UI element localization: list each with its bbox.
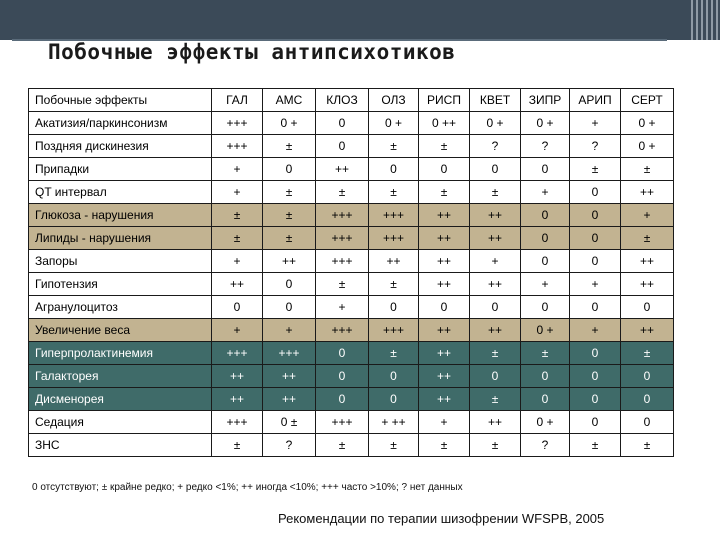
value-cell: ±	[263, 135, 316, 158]
value-cell: 0	[521, 204, 570, 227]
row-label: ЗНС	[29, 434, 212, 457]
value-cell: 0	[521, 250, 570, 273]
value-cell: ++	[470, 411, 521, 434]
value-cell: 0	[570, 411, 621, 434]
value-cell: +++	[316, 411, 369, 434]
value-cell: 0	[470, 158, 521, 181]
value-cell: 0	[212, 296, 263, 319]
value-cell: 0	[570, 204, 621, 227]
value-cell: 0	[621, 365, 674, 388]
header-cell-drug: КЛОЗ	[316, 89, 369, 112]
value-cell: ±	[570, 434, 621, 457]
table-row	[29, 342, 674, 365]
table-row	[29, 204, 674, 227]
table-row	[29, 388, 674, 411]
value-cell: ++	[316, 158, 369, 181]
row-label: QT интервал	[29, 181, 212, 204]
header-cell-drug: ЗИПР	[521, 89, 570, 112]
value-cell: ++	[419, 365, 470, 388]
value-cell: 0	[369, 388, 419, 411]
side-effects-table	[28, 88, 674, 457]
value-cell: ±	[621, 158, 674, 181]
value-cell: ++	[621, 181, 674, 204]
value-cell: +++	[212, 411, 263, 434]
value-cell: 0 +	[369, 112, 419, 135]
value-cell: +++	[369, 227, 419, 250]
value-cell: ++	[470, 319, 521, 342]
value-cell: +	[212, 319, 263, 342]
value-cell: 0	[521, 365, 570, 388]
value-cell: 0	[316, 135, 369, 158]
value-cell: +++	[212, 135, 263, 158]
value-cell: ±	[369, 342, 419, 365]
value-cell: 0	[621, 296, 674, 319]
row-label: Глюкоза - нарушения	[29, 204, 212, 227]
value-cell: ±	[419, 181, 470, 204]
table-row	[29, 273, 674, 296]
value-cell: ±	[316, 273, 369, 296]
value-cell: 0 +	[521, 112, 570, 135]
value-cell: ++	[621, 250, 674, 273]
value-cell: ?	[263, 434, 316, 457]
value-cell: ?	[570, 135, 621, 158]
value-cell: ++	[212, 388, 263, 411]
value-cell: ±	[369, 273, 419, 296]
row-label: Галакторея	[29, 365, 212, 388]
slide-title: Побочные эффекты антипсихотиков	[48, 40, 456, 64]
value-cell: 0 +	[621, 112, 674, 135]
value-cell: +	[212, 181, 263, 204]
value-cell: +++	[316, 319, 369, 342]
value-cell: +++	[316, 227, 369, 250]
value-cell: ±	[212, 204, 263, 227]
value-cell: 0	[316, 365, 369, 388]
value-cell: 0	[621, 411, 674, 434]
value-cell: 0	[369, 158, 419, 181]
value-cell: 0	[521, 227, 570, 250]
value-cell: 0 ±	[263, 411, 316, 434]
row-label: Гиперпролактинемия	[29, 342, 212, 365]
table-row	[29, 434, 674, 457]
value-cell: + ++	[369, 411, 419, 434]
value-cell: ++	[470, 273, 521, 296]
value-cell: ±	[263, 227, 316, 250]
value-cell: ++	[470, 204, 521, 227]
row-label: Липиды - нарушения	[29, 227, 212, 250]
value-cell: +++	[369, 204, 419, 227]
value-cell: 0 ++	[419, 112, 470, 135]
value-cell: 0	[419, 296, 470, 319]
header-cell-drug: РИСП	[419, 89, 470, 112]
value-cell: ++	[369, 250, 419, 273]
value-cell: +	[570, 273, 621, 296]
row-label: Дисменорея	[29, 388, 212, 411]
value-cell: +	[621, 204, 674, 227]
value-cell: ±	[316, 434, 369, 457]
value-cell: 0	[369, 296, 419, 319]
value-cell: ±	[212, 434, 263, 457]
row-label: Агранулоцитоз	[29, 296, 212, 319]
value-cell: ++	[419, 273, 470, 296]
value-cell: 0 +	[621, 135, 674, 158]
value-cell: 0 +	[263, 112, 316, 135]
value-cell: ?	[470, 135, 521, 158]
value-cell: +++	[212, 342, 263, 365]
value-cell: 0 +	[521, 411, 570, 434]
value-cell: +	[570, 319, 621, 342]
value-cell: +	[419, 411, 470, 434]
value-cell: +	[212, 158, 263, 181]
value-cell: +++	[212, 112, 263, 135]
value-cell: 0 +	[521, 319, 570, 342]
value-cell: 0 +	[470, 112, 521, 135]
value-cell: 0	[621, 388, 674, 411]
row-label: Акатизия/паркинсонизм	[29, 112, 212, 135]
value-cell: ++	[419, 342, 470, 365]
value-cell: ±	[470, 388, 521, 411]
value-cell: ++	[419, 204, 470, 227]
row-label: Поздняя дискинезия	[29, 135, 212, 158]
value-cell: ±	[369, 135, 419, 158]
value-cell: 0	[570, 227, 621, 250]
value-cell: ++	[419, 227, 470, 250]
value-cell: ++	[419, 319, 470, 342]
value-cell: 0	[570, 342, 621, 365]
value-cell: ±	[521, 342, 570, 365]
value-cell: ++	[263, 388, 316, 411]
row-label: Увеличение веса	[29, 319, 212, 342]
header-cell-drug: АРИП	[570, 89, 621, 112]
banner-stripes	[688, 0, 720, 40]
value-cell: +	[570, 112, 621, 135]
value-cell: ±	[470, 434, 521, 457]
value-cell: ±	[470, 342, 521, 365]
value-cell: 0	[316, 112, 369, 135]
value-cell: +	[521, 181, 570, 204]
value-cell: ++	[419, 250, 470, 273]
value-cell: 0	[570, 388, 621, 411]
table-row	[29, 411, 674, 434]
table-row	[29, 250, 674, 273]
value-cell: ±	[470, 181, 521, 204]
table-row	[29, 365, 674, 388]
value-cell: ++	[419, 388, 470, 411]
value-cell: ±	[621, 227, 674, 250]
value-cell: ±	[419, 135, 470, 158]
value-cell: ±	[369, 181, 419, 204]
value-cell: ?	[521, 135, 570, 158]
value-cell: 0	[470, 296, 521, 319]
table-row	[29, 296, 674, 319]
value-cell: ±	[316, 181, 369, 204]
value-cell: ++	[470, 227, 521, 250]
value-cell: +	[263, 319, 316, 342]
legend: 0 отсутствуют; ± крайне редко; + редко <1%; ++ иногда <10%; +++ часто >10%; ? нет данных	[32, 482, 463, 493]
value-cell: ++	[263, 365, 316, 388]
value-cell: 0	[521, 388, 570, 411]
value-cell: +++	[316, 250, 369, 273]
header-cell-effect: Побочные эффекты	[29, 89, 212, 112]
value-cell: +++	[263, 342, 316, 365]
value-cell: 0	[521, 296, 570, 319]
row-label: Припадки	[29, 158, 212, 181]
value-cell: +	[316, 296, 369, 319]
value-cell: +++	[369, 319, 419, 342]
table-row	[29, 181, 674, 204]
value-cell: ++	[212, 365, 263, 388]
value-cell: ±	[621, 434, 674, 457]
value-cell: 0	[570, 181, 621, 204]
source-citation: Рекомендации по терапии шизофрении WFSPB, 2005	[278, 511, 605, 526]
value-cell: ?	[521, 434, 570, 457]
value-cell: ++	[621, 319, 674, 342]
value-cell: +	[470, 250, 521, 273]
value-cell: ±	[621, 342, 674, 365]
table-row	[29, 112, 674, 135]
value-cell: ±	[419, 434, 470, 457]
table-row	[29, 227, 674, 250]
value-cell: 0	[263, 158, 316, 181]
value-cell: +	[521, 273, 570, 296]
header-cell-drug: ГАЛ	[212, 89, 263, 112]
value-cell: 0	[470, 365, 521, 388]
header-cell-drug: АМС	[263, 89, 316, 112]
table-row	[29, 158, 674, 181]
value-cell: ±	[212, 227, 263, 250]
value-cell: 0	[316, 388, 369, 411]
row-label: Седация	[29, 411, 212, 434]
value-cell: ±	[263, 181, 316, 204]
value-cell: ±	[263, 204, 316, 227]
header-cell-drug: ОЛЗ	[369, 89, 419, 112]
value-cell: 0	[263, 273, 316, 296]
value-cell: ++	[621, 273, 674, 296]
value-cell: ±	[369, 434, 419, 457]
value-cell: 0	[570, 296, 621, 319]
value-cell: ++	[263, 250, 316, 273]
value-cell: 0	[521, 158, 570, 181]
table-header-row	[29, 89, 674, 112]
value-cell: ±	[570, 158, 621, 181]
value-cell: 0	[316, 342, 369, 365]
value-cell: +++	[316, 204, 369, 227]
row-label: Гипотензия	[29, 273, 212, 296]
value-cell: 0	[570, 250, 621, 273]
value-cell: 0	[570, 365, 621, 388]
value-cell: 0	[419, 158, 470, 181]
top-banner	[0, 0, 720, 40]
value-cell: 0	[263, 296, 316, 319]
value-cell: 0	[369, 365, 419, 388]
header-cell-drug: КВЕТ	[470, 89, 521, 112]
table-row	[29, 135, 674, 158]
value-cell: ++	[212, 273, 263, 296]
value-cell: +	[212, 250, 263, 273]
row-label: Запоры	[29, 250, 212, 273]
header-cell-drug: СЕРТ	[621, 89, 674, 112]
table-row	[29, 319, 674, 342]
